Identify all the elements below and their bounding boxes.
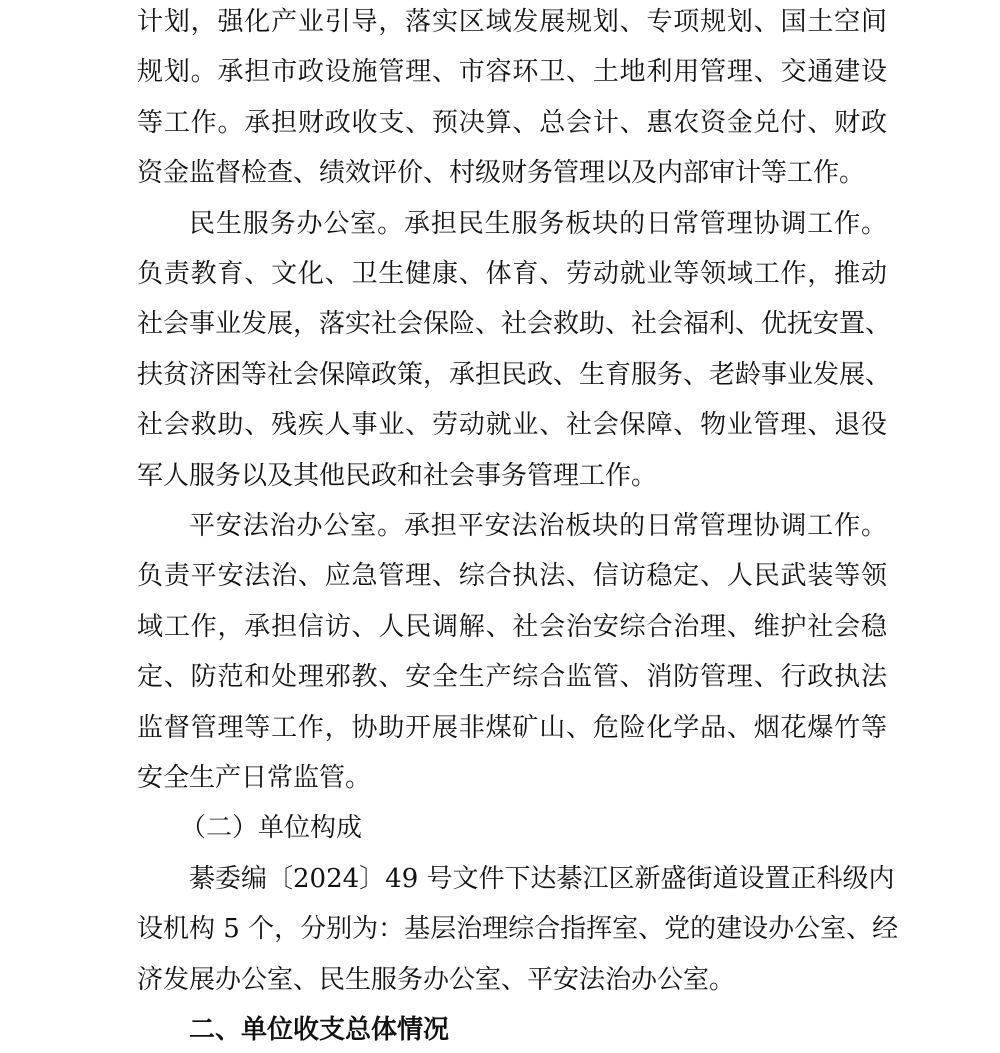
text-line: 资金监督检查、绩效评价、村级财务管理以及内部审计等工作。: [137, 158, 866, 189]
text-line: 定、防范和处理邪教、安全生产综合监管、消防管理、行政执法: [137, 662, 887, 693]
text-line: 规划。承担市政设施管理、市容环卫、土地利用管理、交通建设: [137, 57, 887, 88]
text-line: 社会救助、残疾人事业、劳动就业、社会保障、物业管理、退役: [137, 410, 887, 441]
text-line: 计划，强化产业引导，落实区域发展规划、专项规划、国土空间: [137, 7, 887, 37]
section-subheading: （二）单位构成: [180, 813, 363, 844]
text-line: 负责平安法治、应急管理、综合执法、信访稳定、人民武装等领: [137, 561, 887, 592]
text-line: 等工作。承担财政收支、预决算、总会计、惠农资金兑付、财政: [137, 107, 887, 138]
text-line: 济发展办公室、民生服务办公室、平安法治办公室。: [137, 964, 736, 995]
text-line: 平安法治办公室。承担平安法治板块的日常管理协调工作。: [189, 511, 887, 541]
section-heading: 二、单位收支总体情况: [189, 1015, 450, 1045]
text-line: 綦委编〔2024〕49 号文件下达綦江区新盛街道设置正科级内: [189, 863, 895, 894]
text-line: 设机构 5 个，分别为：基层治理综合指挥室、党的建设办公室、经: [137, 914, 899, 945]
text-line: 域工作，承担信访、人民调解、社会治安综合治理、维护社会稳: [137, 611, 887, 642]
text-line: 扶贫济困等社会保障政策，承担民政、生育服务、老龄事业发展、: [137, 359, 892, 390]
text-line: 监督管理等工作，协助开展非煤矿山、危险化学品、烟花爆竹等: [137, 712, 887, 743]
text-line: 负责教育、文化、卫生健康、体育、劳动就业等领域工作，推动: [137, 259, 887, 289]
text-line: 军人服务以及其他民政和社会事务管理工作。: [137, 460, 658, 491]
text-line: 安全生产日常监管。: [137, 763, 372, 793]
text-line: 民生服务办公室。承担民生服务板块的日常管理协调工作。: [189, 208, 887, 239]
text-line: 社会事业发展，落实社会保险、社会救助、社会福利、优抚安置、: [137, 309, 892, 340]
